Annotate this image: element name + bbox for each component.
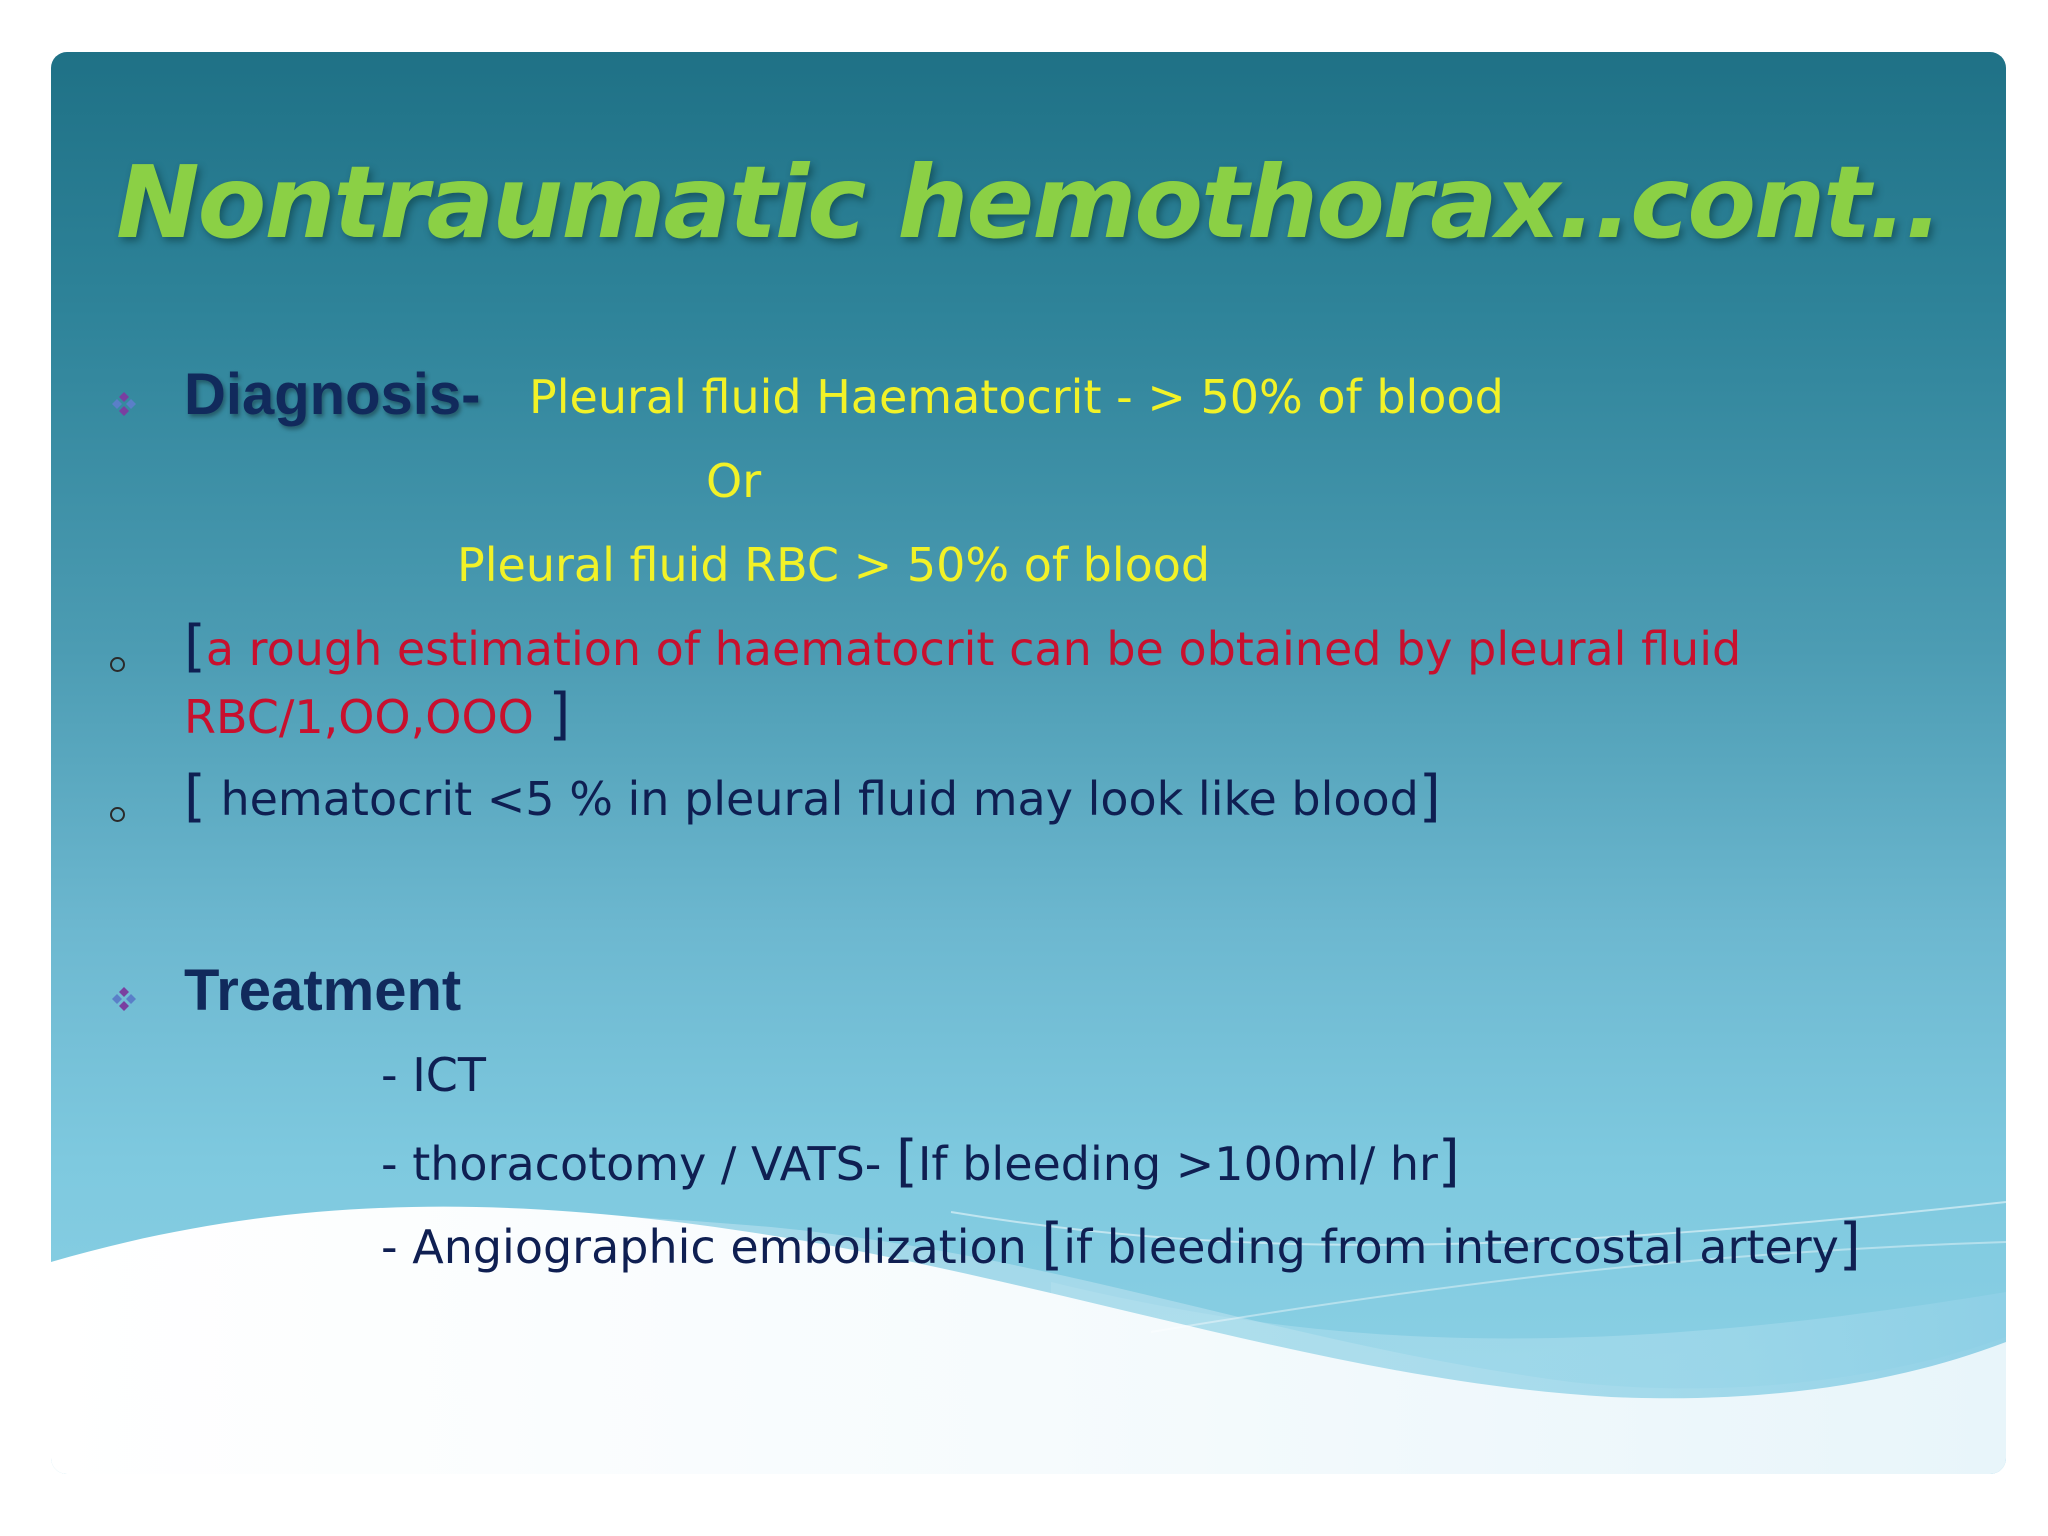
treatment-item-3 <box>381 1212 1861 1277</box>
treatment-item-3-inner: if bleeding from intercostal artery <box>1063 1220 1839 1274</box>
treatment-item-2-text: - thoracotomy / VATS- <box>381 1137 896 1191</box>
note-1-close-bracket: ] <box>548 682 571 747</box>
treatment-item-3-open-bracket: [ <box>1041 1212 1064 1277</box>
hollow-circle-bullet-icon <box>110 657 125 672</box>
diagnosis-line-1: Pleural fluid Haematocrit - > 50% of blood <box>529 370 1504 424</box>
note-2-text: hematocrit <5 % in pleural fluid may look like blood <box>205 772 1419 826</box>
treatment-item-2 <box>381 1129 1460 1194</box>
four-diamond-bullet-icon <box>109 984 139 1014</box>
note-1-text-line-1: a rough estimation of haematocrit can be obtained by pleural fluid <box>205 622 1742 676</box>
diagnosis-heading: Diagnosis- <box>184 362 481 427</box>
four-diamond-bullet-icon <box>109 389 139 419</box>
treatment-item-2-close-bracket: ] <box>1437 1129 1460 1194</box>
note-1-text-line-2: RBC/1,OO,OOO <box>184 690 534 744</box>
note-2-close-bracket: ] <box>1418 764 1441 829</box>
hollow-circle-bullet-icon <box>110 807 125 822</box>
treatment-item-3-close-bracket: ] <box>1838 1212 1861 1277</box>
treatment-heading: Treatment <box>184 958 462 1023</box>
note-1-line-1 <box>184 614 1741 679</box>
treatment-item-2-open-bracket: [ <box>895 1129 918 1194</box>
note-1-open-bracket: [ <box>184 614 206 679</box>
slide-title: Nontraumatic hemothorax..cont.. <box>115 144 1942 261</box>
diagnosis-or: Or <box>706 454 762 508</box>
slide <box>51 52 2006 1474</box>
diagnosis-line-2: Pleural fluid RBC > 50% of blood <box>457 538 1211 592</box>
note-2 <box>184 764 1441 829</box>
treatment-item-1: - ICT <box>381 1048 487 1102</box>
treatment-item-2-inner: If bleeding >100ml/ hr <box>917 1137 1438 1191</box>
note-1-line-2 <box>184 682 570 747</box>
treatment-item-3-text: - Angiographic embolization <box>381 1220 1042 1274</box>
note-2-open-bracket: [ <box>184 764 206 829</box>
